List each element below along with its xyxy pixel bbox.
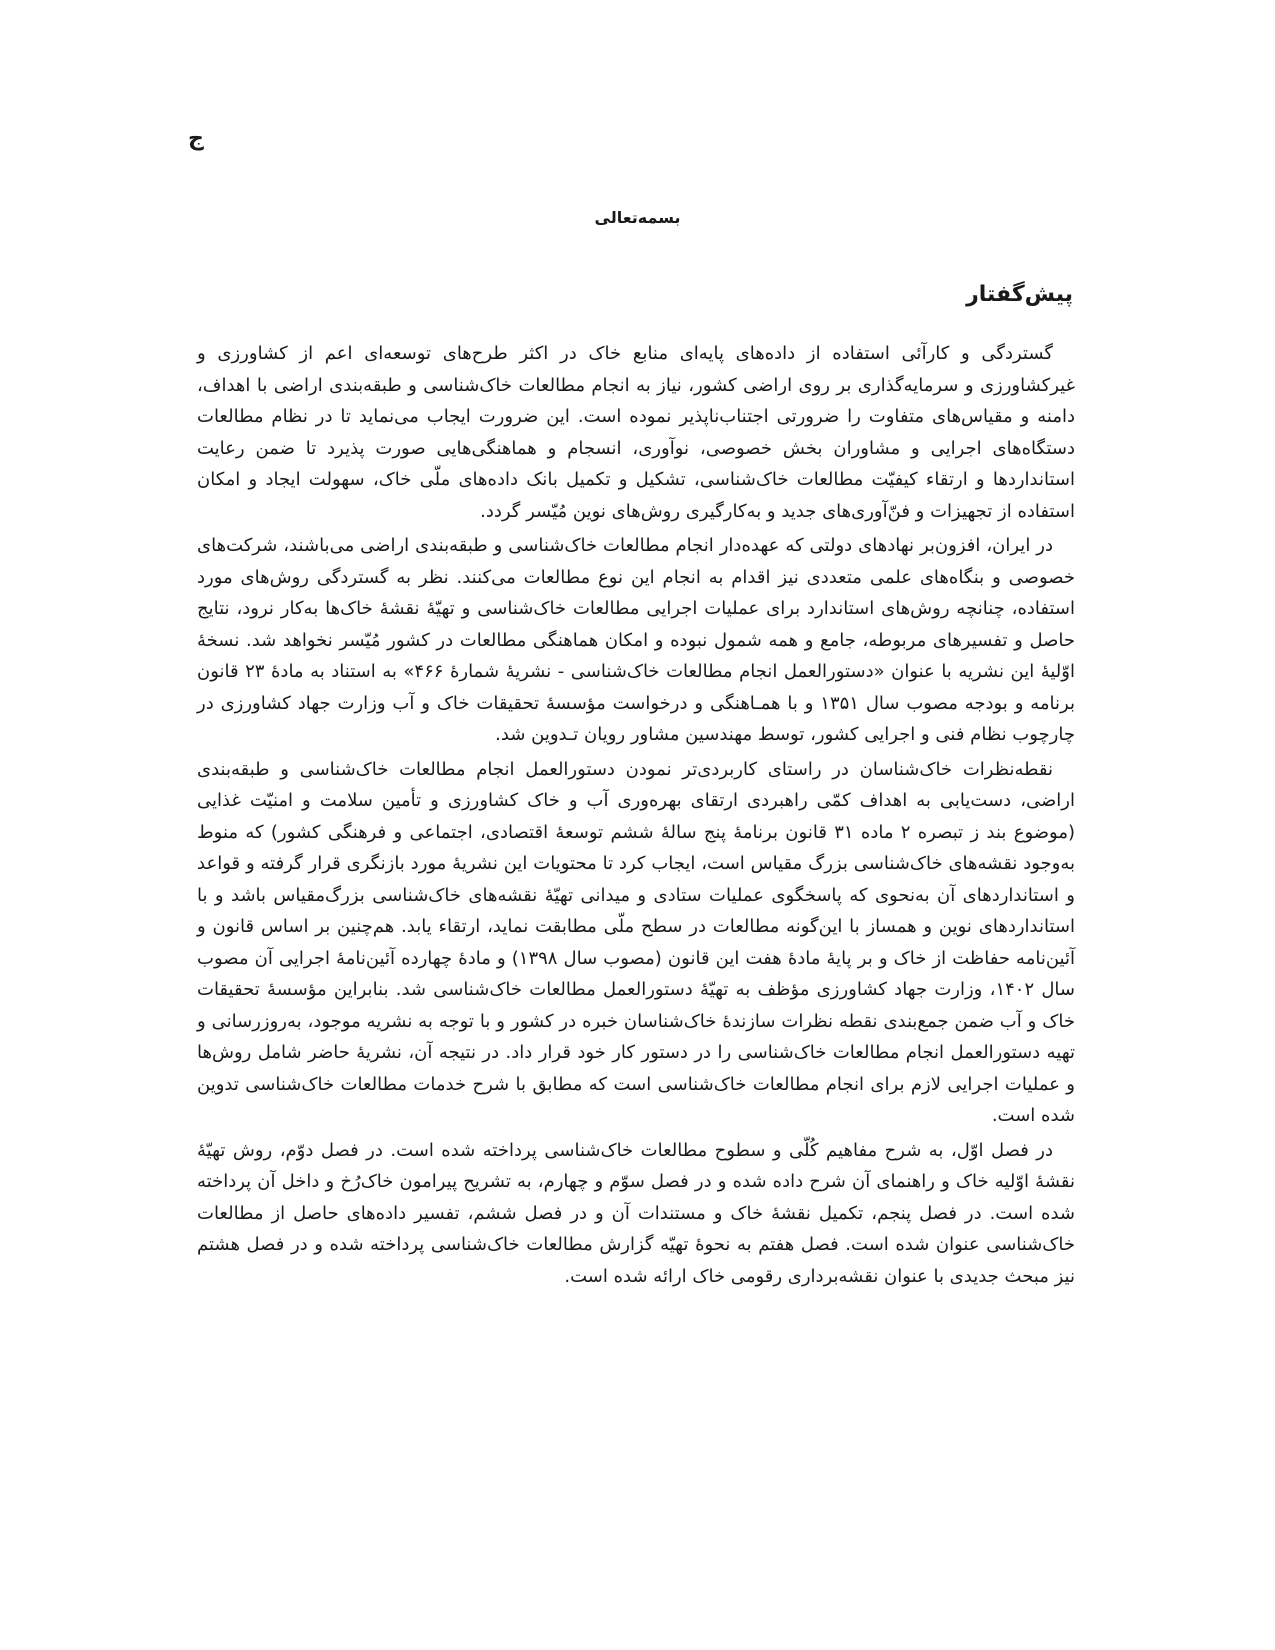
paragraph: در ایران، افزون‌بر نهادهای دولتی که عهده‌دار انجام مطالعات خاک‌شناسی و طبقه‌بندی اراضی می‌باشند، شرکت‌های خصوصی و بنگاه‌های علمی متعددی نیز اقدام به انجام این نوع مطالعات می‌کنند. نظر به گستردگی روش‌های مورد استفاده، چنانچه روش‌های استاندارد برای عملیات اجرایی مطالعات خاک‌شناسی و تهیّهٔ نقشهٔ خاک‌ها به‌کار نرود، نتایج حاصل و تفسیرهای مربوطه، جامع و همه شمول نبوده و امکان هماهنگی مطالعات در کشور مُیّسر نخواهد شد. نسخهٔ اوّلیهٔ این نشریه با عنوان «دستورالعمل انجام مطالعات خاک‌شناسی - نشریهٔ شمارهٔ ۴۶۶» به استناد به مادهٔ ۲۳ قانون برنامه و بودجه مصوب سال ۱۳۵۱ و با همـاهنگی و درخواست مؤسسهٔ تحقیقات خاک و آب وزارت جهاد کشاورزی در چارچوب نظام فنی و اجرایی کشور، توسط مهندسین مشاور رویان تـدوین شد. [197, 535, 1075, 745]
body-text [197, 338, 1075, 1295]
section-title: پیش‌گفتار [966, 282, 1073, 307]
paragraph: گستردگی و کارآئی استفاده از داده‌های پایه‌ای منابع خاک در اکثر طرح‌های توسعه‌ای اعم از کشاورزی و غیرکشاورزی و سرمایه‌گذاری بر روی اراضی کشور، نیاز به انجام مطالعات خاک‌شناسی و طبقه‌بندی اراضی با اهداف، دامنه و مقیاس‌های متفاوت را ضرورتی اجتناب‌ناپذیر نموده است. این ضرورت ایجاب می‌نماید تا در نظام مطالعات دستگاه‌های اجرایی و مشاوران بخش خصوصی، نوآوری، انسجام و هماهنگی‌هایی صورت پذیرد تا ضمن رعایت استانداردها و ارتقاء کیفیّت مطالعات خاک‌شناسی، تشکیل و تکمیل بانک داده‌های ملّی خاک، سهولت ایجاد و امکان استفاده از تجهیزات و فنّ‌آوری‌های جدید و به‌کارگیری روش‌های نوین مُیّسر گردد. [197, 343, 1075, 522]
paragraph: در فصل اوّل، به شرح مفاهیم کُلّی و سطوح مطالعات خاک‌شناسی پرداخته شده است. در فصل دوّم، روش تهیّهٔ نقشهٔ اوّلیه خاک و راهنمای آن شرح داده شده و در فصل سوّم و چهارم، به تشریح پیرامون خاک‌رُخ و داخل آن پرداخته شده است. در فصل پنجم، تکمیل نقشهٔ خاک و مستندات آن و در فصل ششم، تفسیر داده‌های حاصل از مطالعات خاک‌شناسی عنوان شده است. فصل هفتم به نحوهٔ تهیّه گزارش مطالعات خاک‌شناسی پرداخته شده و در فصل هشتم نیز مبحث جدیدی با عنوان نقشه‌برداری رقومی خاک ارائه شده است. [197, 1139, 1075, 1287]
paragraph: نقطه‌نظرات خاک‌شناسان در راستای کاربردی‌تر نمودن دستورالعمل انجام مطالعات خاک‌شناسی و طبقه‌بندی اراضی، دست‌یابی به اهداف کمّی راهبردی ارتقای بهره‌وری آب و خاک کشاورزی و تأمین سلامت و امنیّت غذایی (موضوع بند ز تبصره ۲ ماده ۳۱ قانون برنامهٔ پنج سالهٔ ششم توسعهٔ اقتصادی، اجتماعی و فرهنگی کشور) که منوط به‌وجود نقشه‌های خاک‌شناسی بزرگ مقیاس است، ایجاب کرد تا محتویات این نشریهٔ مورد بازنگری قرار گرفته و قواعد و استانداردهای آن به‌نحوی که پاسخگوی عملیات ستادی و میدانی تهیّهٔ نقشه‌های خاک‌شناسی بزرگ‌مقیاس باشد و با استانداردهای نوین و همساز با این‌گونه مطالعات در سطح ملّی مطابقت نماید، ارتقاء یابد. هم‌چنین بر اساس قانون و آئین‌نامه حفاظت از خاک و بر پایهٔ مادهٔ هفت این قانون (مصوب سال ۱۳۹۸) و مادهٔ چهارده آئین‌نامهٔ اجرایی آن مصوب سال ۱۴۰۲، وزارت جهاد کشاورزی مؤظف به تهیّهٔ دستورالعمل مطالعات خاک‌شناسی شد. بنابراین مؤسسهٔ تحقیقات خاک و آب ضمن جمع‌بندی نقطه نظرات سازندهٔ خاک‌شناسان خبره در کشور و با توجه به نشریه موجود، به‌روزرسانی و تهیه دستورالعمل انجام مطالعات خاک‌شناسی را در دستور کار خود قرار داد. در نتیجه آن، نشریهٔ حاضر شامل روش‌ها و عملیات اجرایی لازم برای انجام مطالعات خاک‌شناسی است که مطابق با شرح خدمات مطالعات خاک‌شناسی تدوین شده است. [197, 758, 1076, 1126]
basmala-heading: بسمه‌تعالی [594, 208, 681, 227]
page-number: ج [188, 126, 204, 151]
